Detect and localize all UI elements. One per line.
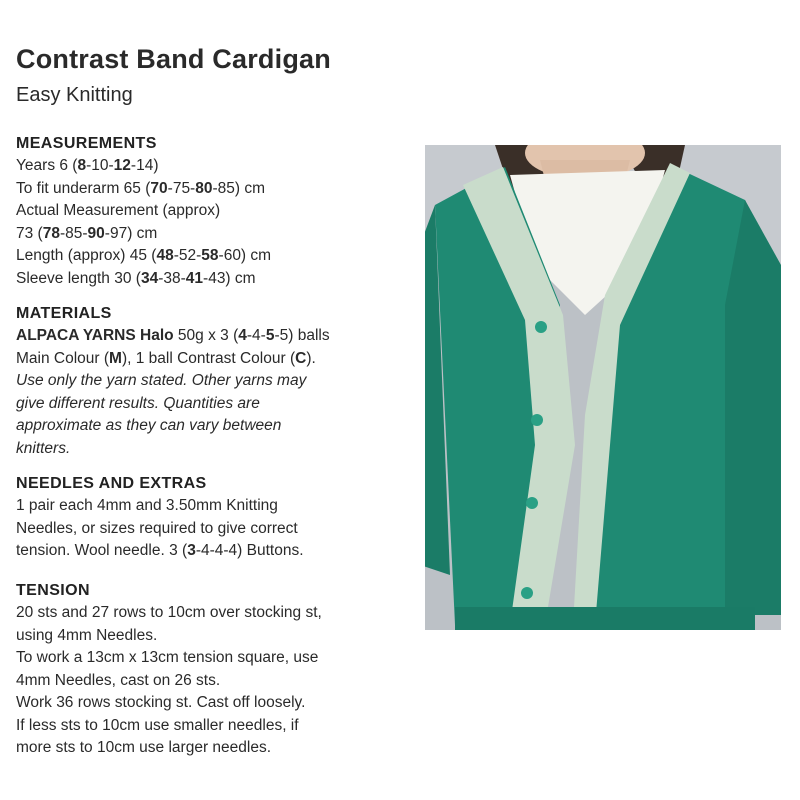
materials-section (16, 303, 416, 460)
yarn-note-line: knitters. (16, 439, 71, 457)
tension-line: 20 sts and 27 rows to 10cm over stocking st, (16, 604, 322, 621)
measurements-heading: MEASUREMENTS (16, 135, 157, 152)
button-2 (531, 414, 543, 426)
button-1 (535, 321, 547, 333)
needles-line: 1 pair each 4mm and 3.50mm Knitting (16, 497, 278, 514)
tension-line: more sts to 10cm use larger needles. (16, 739, 272, 756)
years-line: Years 6 (8-10-12-14) (16, 157, 159, 174)
materials-heading: MATERIALS (16, 305, 112, 322)
tension-line: using 4mm Needles. (16, 626, 158, 644)
tension-line: To work a 13cm x 13cm tension square, use (16, 649, 319, 666)
tension-line: 4mm Needles, cast on 26 sts. (16, 671, 221, 689)
length-line: Length (approx) 45 (48-52-58-60) cm (16, 247, 272, 264)
tension-line: Work 36 rows stocking st. Cast off loosely. (16, 694, 306, 711)
tension-section (16, 580, 416, 760)
tension-line: If less sts to 10cm use smaller needles, if (16, 716, 299, 734)
needles-section (16, 473, 416, 563)
actual-line: 73 (78-85-90-97) cm (16, 224, 158, 242)
yarn-note-line: Use only the yarn stated. Other yarns may (16, 372, 307, 389)
needles-heading: NEEDLES AND EXTRAS (16, 475, 207, 492)
tension-heading: TENSION (16, 582, 90, 599)
sleeve-line: Sleeve length 30 (34-38-41-43) cm (16, 269, 256, 287)
cardigan-photo (425, 145, 781, 630)
pattern-title: Contrast Band Cardigan (16, 44, 331, 74)
yarn-line: ALPACA YARNS Halo 50g x 3 (4-4-5-5) balls (16, 327, 330, 344)
colour-line: Main Colour (M), 1 ball Contrast Colour (C). (16, 349, 316, 367)
yarn-note-line: approximate as they can vary between (16, 417, 282, 434)
button-4 (521, 587, 533, 599)
button-3 (526, 497, 538, 509)
needles-line: tension. Wool needle. 3 (3-4-4-4) Buttons. (16, 542, 304, 559)
cardigan-illustration (425, 145, 781, 630)
measurements-section (16, 133, 416, 290)
pattern-subtitle: Easy Knitting (16, 84, 133, 106)
yarn-note-line: give different results. Quantities are (16, 394, 260, 412)
underarm-line: To fit underarm 65 (70-75-80-85) cm (16, 179, 266, 197)
actual-label: Actual Measurement (approx) (16, 202, 221, 219)
needles-line: Needles, or sizes required to give correct (16, 519, 298, 537)
